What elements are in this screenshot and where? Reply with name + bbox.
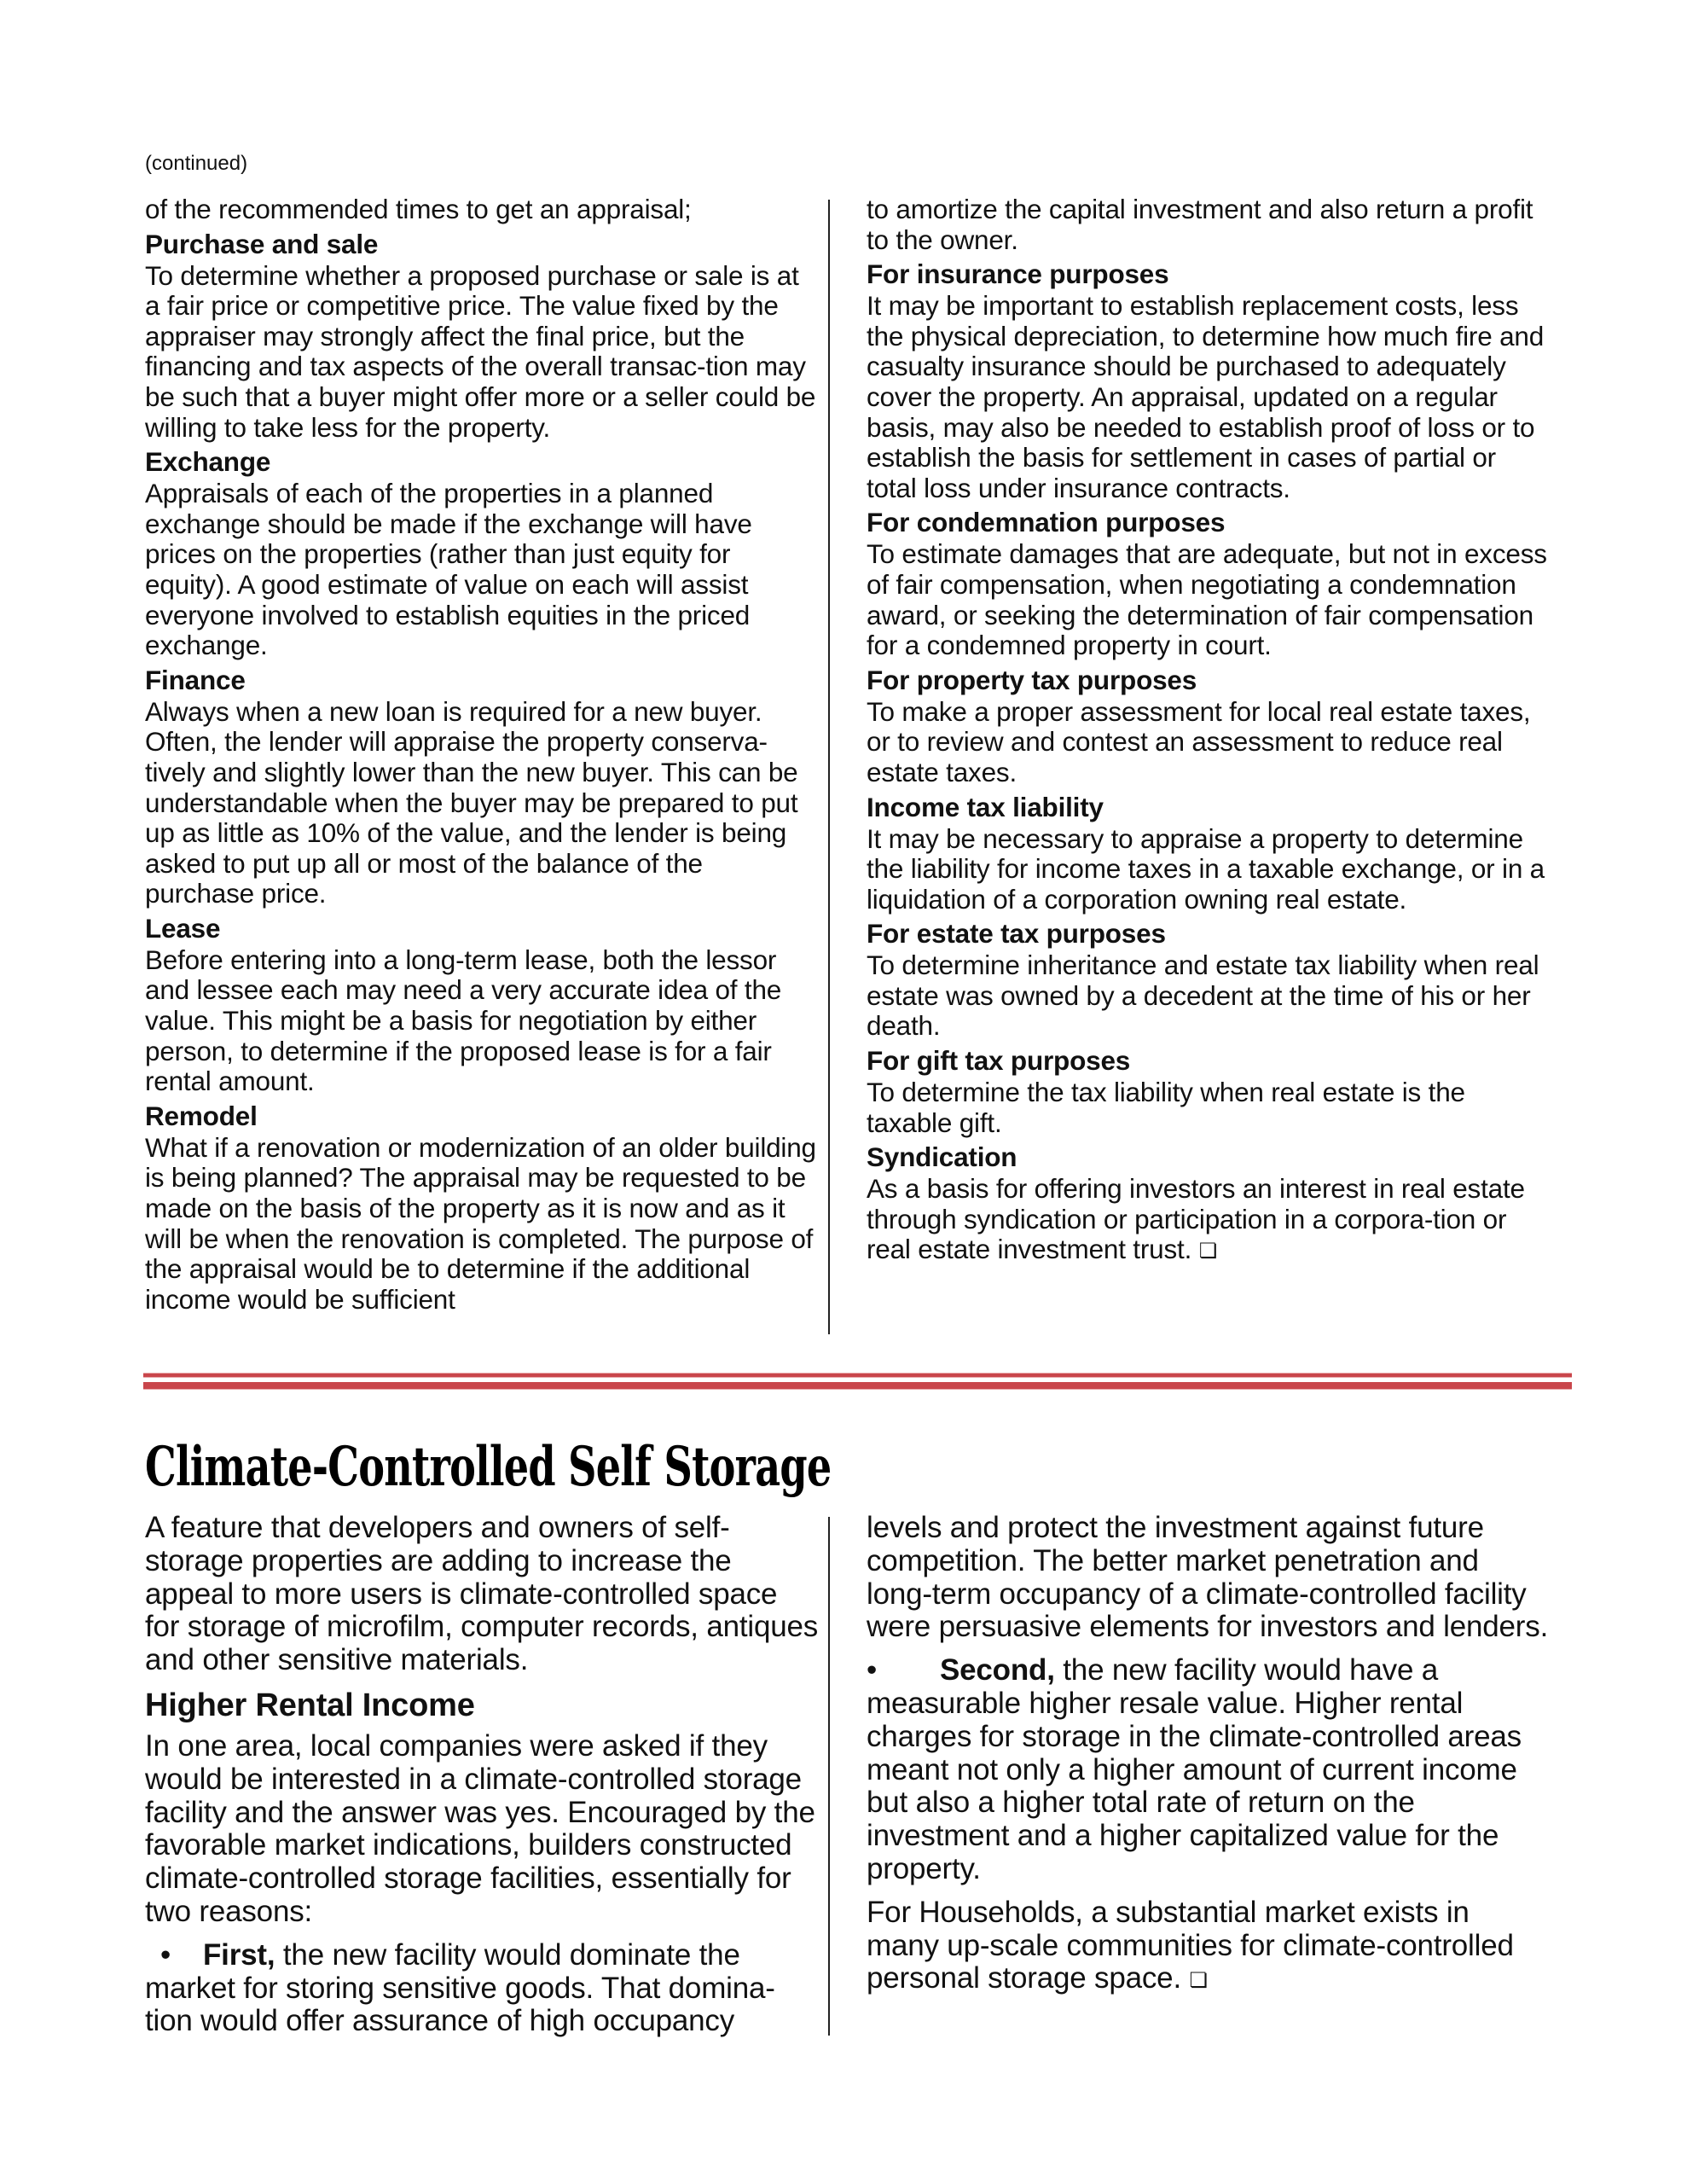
section-body-income-tax: It may be necessary to appraise a property to determine the liability for income taxes in a taxable exchange, or in a liquidation of a corporation owning real estate. [867,822,1545,915]
end-mark-icon: ❏ [1189,1969,1208,1993]
bullet-icon: • [867,1653,878,1687]
section-body-exchange: Appraisals of each of the properties in a planned exchange should be made if the exchange will have prices on the properties (rather than just equity for equity). A good estimate of value on each will assist everyone involved to establish equities in the priced exchange. [145,478,752,661]
column-divider [828,1517,830,2036]
intro-paragraph: A feature that developers and owners of self-storage properties are adding to increase the appeal to more users is climate-controlled space for storage of microfilm, computer records, antiques and other sensitive materials. [145,1511,819,1677]
bullet-icon: • [160,1937,171,1972]
lead-text: to amortize the capital investment and also return a profit to the owner. [867,194,1533,255]
bullet-second [867,1654,1549,1886]
section-body-purchase-and-sale: To determine whether a proposed purchase or sale is at a fair price or competitive price. The value fixed by the appraiser may strongly affect the final price, but the financing and tax aspects of the overall transac-tion may be such that a buyer might offer more or a seller could be willing to take less for the property. [145,259,816,443]
section-body-syndication [867,1174,1549,1267]
section-heading-property-tax: For property tax purposes [867,664,1197,695]
bullet-lead: First, [203,1937,275,1972]
bullet-text: the new facility would dominate the market for storing sensitive goods. That domina-tion would offer assurance of high occupancy [145,1937,775,2038]
closing-paragraph [867,1896,1549,1998]
subheading-higher-rental-income: Higher Rental Income [145,1687,475,1723]
section-heading-exchange: Exchange [145,446,271,478]
article-title: Climate-Controlled Self Storage [145,1435,832,1499]
section-heading-estate-tax: For estate tax purposes [867,918,1166,950]
section-heading-condemnation: For condemnation purposes [867,507,1226,538]
section-heading-lease: Lease [145,912,221,944]
section-heading-syndication: Syndication [867,1141,1017,1173]
column-divider [828,200,830,1334]
bullet-text: the new facility would have a measurable higher resale value. Higher rental charges for storage in the climate-controlled areas meant not only a higher amount of current income but also a higher total rate of return on the investment and a higher capitalized value for the property. [867,1653,1522,1885]
end-mark-icon: ❏ [1198,1240,1218,1263]
section-body-finance: Always when a new loan is required for a new buyer. Often, the lender will appraise the property conserva-tively and slightly lower than the new buyer. This can be understandable when the buyer may be prepared to put up as little as 10% of the value, and the lender is being asked to put up all or most of the balance of the purchase price. [145,695,798,909]
section-heading-gift-tax: For gift tax purposes [867,1045,1131,1077]
lead-text: of the recommended times to get an appraisal; [145,194,692,224]
article2-left-column [145,1512,819,2048]
bullet-first [145,1939,819,2038]
red-rule-thin [143,1373,1572,1378]
section-body-condemnation: To estimate damages that are adequate, but not in excess of fair compensation, when negotiating a condemnation award, or seeking the determination of fair compensation for a condemned property in court. [867,538,1547,661]
continuation-paragraph: levels and protect the investment against future competition. The better market penetration and long-term occupancy of a climate-controlled facility were persuasive elements for investors and lenders. [867,1511,1549,1644]
section-body-remodel: What if a renovation or modernization of an older building is being planned? The appraisal may be requested to be made on the basis of the property as it is now and as it will be when the renovation is completed. The purpose of the appraisal would be to determine if the additional income would be sufficient [145,1131,816,1315]
syndication-text: As a basis for offering investors an interest in real estate through syndication or participation in a corpora-tion or real estate investment trust. [867,1173,1525,1265]
section-body-property-tax: To make a proper assessment for local real estate taxes, or to review and contest an assessment to reduce real estate taxes. [867,695,1531,787]
article1-left-column [145,195,819,1315]
section-body-estate-tax: To determine inheritance and estate tax liability when real estate was owned by a decedent at the time of his or her death. [867,950,1539,1042]
section-heading-income-tax: Income tax liability [867,791,1104,822]
section-body-insurance: It may be important to establish replacement costs, less the physical depreciation, to determine how much fire and casualty insurance should be purchased to adequately cover the property. An appraisal, updated on a regular basis, may also be needed to establish proof of loss or to establish the basis for settlement in cases of partial or total loss under insurance contracts. [867,290,1545,503]
continued-label: (continued) [145,152,248,175]
paragraph-one: In one area, local companies were asked if they would be interested in a climate-controlled storage facility and the answer was yes. Encouraged by the favorable market indications, builders constructed climate-controlled storage facilities, essentially for two reasons: [145,1728,815,1928]
section-heading-insurance: For insurance purposes [867,258,1169,290]
section-heading-finance: Finance [145,664,246,695]
section-body-gift-tax: To determine the tax liability when real estate is the taxable gift. [867,1077,1465,1138]
section-heading-remodel: Remodel [145,1100,258,1131]
closing-text: For Households, a substantial market exists in many up-scale communities for climate-controlled personal storage space. [867,1895,1514,1995]
bullet-lead: Second, [940,1653,1055,1687]
red-rule-thick [143,1382,1572,1390]
article1-right-column [867,195,1549,1267]
section-heading-purchase-and-sale: Purchase and sale [145,228,379,259]
article2-right-column [867,1512,1549,2008]
section-body-lease: Before entering into a long-term lease, both the lessor and lessee each may need a very accurate idea of the value. This might be a basis for negotiation by either person, to determine if the proposed lease is for a fair rental amount. [145,944,782,1097]
